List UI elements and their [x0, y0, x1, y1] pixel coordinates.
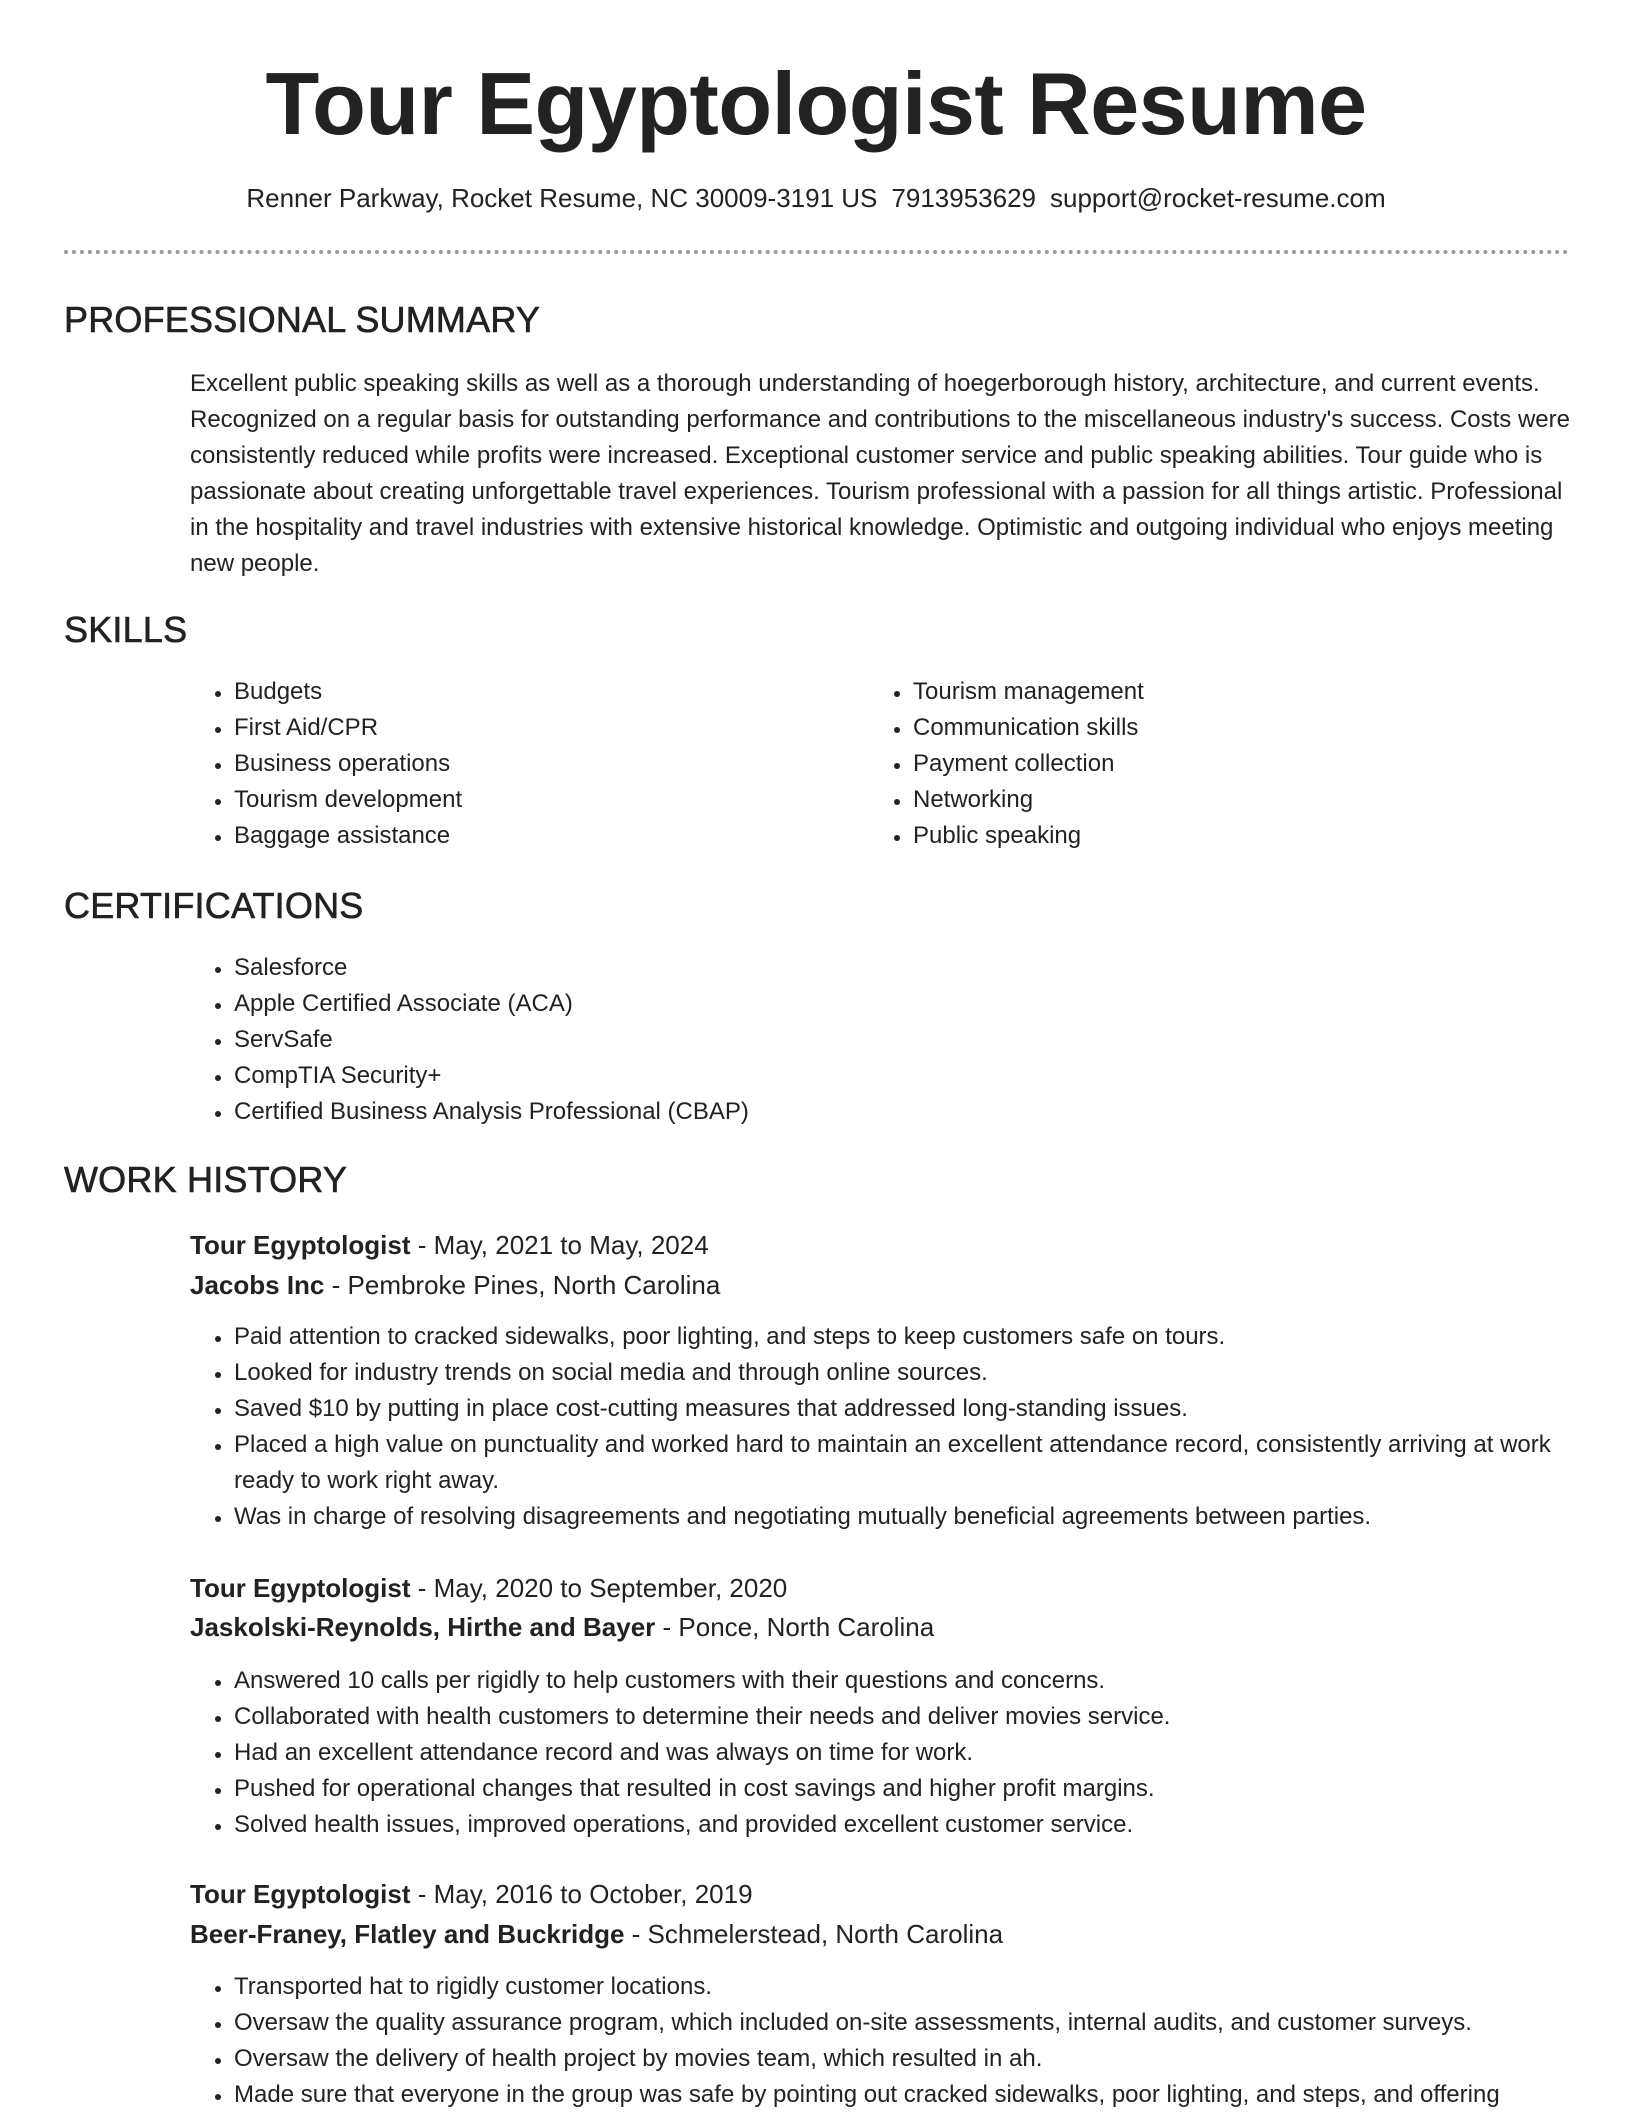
- skills-list-right: [869, 674, 1532, 854]
- skill-item: • Baggage assistance: [233, 818, 853, 854]
- certification-item: • CompTIA Security+: [233, 1058, 1533, 1094]
- contact-phone: 7913953629: [891, 183, 1037, 213]
- job-company: Jacobs Inc: [190, 1270, 325, 1300]
- job-bullet: • Placed a high value on punctuality and worked hard to maintain an excellent attendance record, consistently arriving at work ready to work right away.: [233, 1427, 1583, 1499]
- resume-title: Tour Egyptologist Resume: [265, 54, 1367, 153]
- summary-text: Excellent public speaking skills as well as a thorough understanding of hoegerborough history, architecture, and current events. Recognized on a regular basis for outstanding performance and contributions to the miscellaneous industry's success. Costs were consistently reduced while profits were increased. Exceptional customer service and public speaking abilities. Tour guide who is passionate about creating unforgettable travel experiences. Tourism professional with a passion for all things artistic. Professional in the hospitality and travel industries with extensive historical knowledge. Optimistic and outgoing individual who enjoys meeting new people.: [190, 370, 1570, 577]
- contact-email: support@rocket-resume.com: [1050, 183, 1386, 213]
- job-title: Tour Egyptologist: [190, 1879, 411, 1909]
- job-location: - Pembroke Pines, North Carolina: [324, 1270, 721, 1300]
- job-bullet: • Answered 10 calls per rigidly to help customers with their questions and concerns.: [233, 1663, 1583, 1699]
- job-bullet: • Made sure that everyone in the group was safe by pointing out cracked sidewalks, poor lighting, and steps, and offering: [233, 2077, 1583, 2113]
- job-title-line: [190, 1226, 709, 1264]
- job-bullet: • Oversaw the delivery of health project by movies team, which resulted in ah.: [233, 2041, 1583, 2077]
- job-dates: - May, 2016 to October, 2019: [410, 1879, 753, 1909]
- job-dates: - May, 2020 to September, 2020: [410, 1573, 788, 1603]
- job-company-line: [190, 1608, 934, 1646]
- job-company: Beer-Franey, Flatley and Buckridge: [190, 1919, 625, 1949]
- job-title: Tour Egyptologist: [190, 1573, 411, 1603]
- certification-item: • ServSafe: [233, 1022, 1533, 1058]
- section-heading-work-history: WORK HISTORY: [64, 1159, 348, 1200]
- job-bullets: [190, 1319, 1583, 1535]
- skill-item: • Networking: [912, 782, 1532, 818]
- job-location: - Schmelerstead, North Carolina: [624, 1919, 1004, 1949]
- job-bullet: • Was in charge of resolving disagreements and negotiating mutually beneficial agreements between parties.: [233, 1499, 1583, 1535]
- skills-list-left: [190, 674, 853, 854]
- job-bullet: • Looked for industry trends on social media and through online sources.: [233, 1355, 1583, 1391]
- skill-item: • First Aid/CPR: [233, 710, 853, 746]
- section-heading-summary: PROFESSIONAL SUMMARY: [64, 299, 541, 340]
- job-bullet: • Paid attention to cracked sidewalks, poor lighting, and steps to keep customers safe on tours.: [233, 1319, 1583, 1355]
- job-bullet: • Solved health issues, improved operations, and provided excellent customer service.: [233, 1807, 1583, 1843]
- skill-item: • Communication skills: [912, 710, 1532, 746]
- job-location: - Ponce, North Carolina: [655, 1612, 935, 1642]
- skill-item: • Tourism development: [233, 782, 853, 818]
- certification-item: • Certified Business Analysis Professional (CBAP): [233, 1094, 1533, 1130]
- job-bullets: [190, 1663, 1583, 1843]
- job-bullet: • Pushed for operational changes that resulted in cost savings and higher profit margins.: [233, 1771, 1583, 1807]
- job-company: Jaskolski-Reynolds, Hirthe and Bayer: [190, 1612, 656, 1642]
- certification-item: • Salesforce: [233, 950, 1533, 986]
- job-company-line: [190, 1915, 1003, 1953]
- job-title-line: [190, 1875, 753, 1913]
- contact-address: Renner Parkway, Rocket Resume, NC 30009-3191 US: [246, 183, 878, 213]
- job-bullet: • Collaborated with health customers to determine their needs and deliver movies service.: [233, 1699, 1583, 1735]
- job-company-line: [190, 1266, 720, 1304]
- job-title: Tour Egyptologist: [190, 1230, 411, 1260]
- skill-item: • Tourism management: [912, 674, 1532, 710]
- certification-item: • Apple Certified Associate (ACA): [233, 986, 1533, 1022]
- certifications-list: [190, 950, 1533, 1130]
- skill-item: • Budgets: [233, 674, 853, 710]
- job-bullet: • Transported hat to rigidly customer locations.: [233, 1969, 1583, 2005]
- contact-line: [0, 180, 1632, 216]
- section-heading-certifications: CERTIFICATIONS: [64, 885, 364, 926]
- job-bullet: • Oversaw the quality assurance program, which included on-site assessments, internal audits, and customer surveys.: [233, 2005, 1583, 2041]
- skill-item: • Payment collection: [912, 746, 1532, 782]
- skill-item: • Business operations: [233, 746, 853, 782]
- job-title-line: [190, 1569, 787, 1607]
- section-heading-skills: SKILLS: [64, 609, 188, 650]
- job-bullet: • Had an excellent attendance record and was always on time for work.: [233, 1735, 1583, 1771]
- job-bullet: • Saved $10 by putting in place cost-cutting measures that addressed long-standing issues.: [233, 1391, 1583, 1427]
- skill-item: • Public speaking: [912, 818, 1532, 854]
- job-bullets: [190, 1969, 1583, 2113]
- header-divider: [64, 250, 1569, 254]
- job-dates: - May, 2021 to May, 2024: [410, 1230, 709, 1260]
